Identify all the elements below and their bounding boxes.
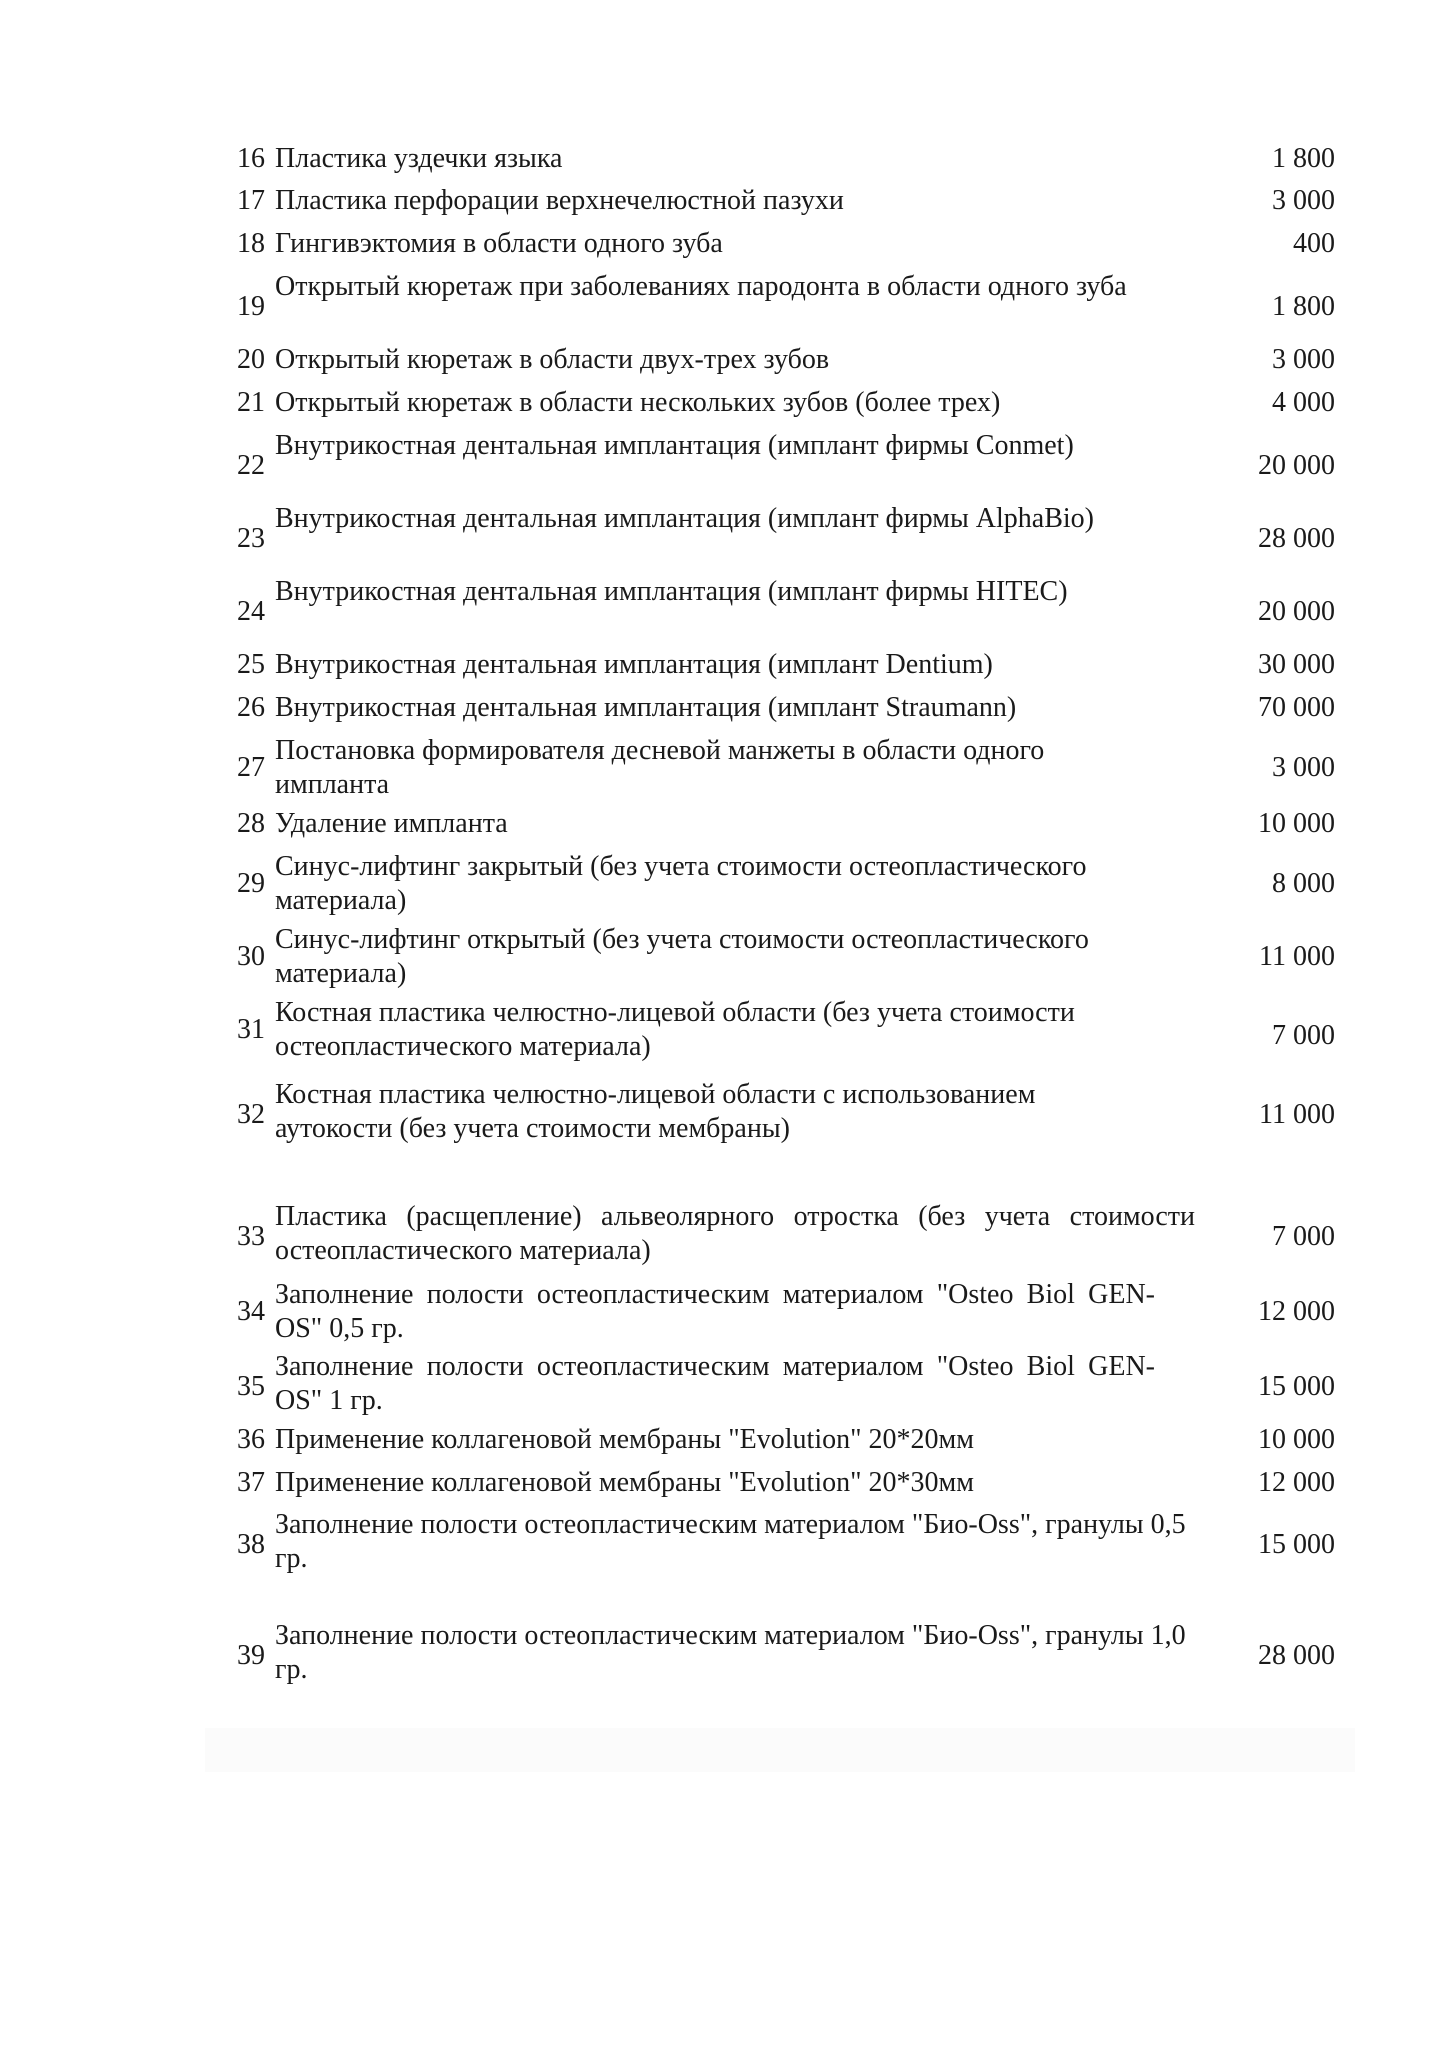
item-number: 18 bbox=[237, 228, 265, 259]
item-number: 27 bbox=[237, 752, 265, 783]
item-description: Заполнение полости остеопластическим материалом "Osteo Biol GEN-OS" 1 гр. bbox=[275, 1351, 1155, 1416]
price-row-20 bbox=[205, 343, 1335, 377]
price-row-19 bbox=[205, 270, 1335, 334]
price-row-33 bbox=[205, 1200, 1335, 1268]
item-price: 20 000 bbox=[1258, 450, 1335, 481]
item-price: 1 800 bbox=[1272, 291, 1335, 322]
item-number: 33 bbox=[237, 1221, 265, 1252]
item-description: Внутрикостная дентальная имплантация (имплант фирмы Conmet) bbox=[275, 430, 1074, 461]
item-price: 7 000 bbox=[1272, 1221, 1335, 1252]
item-price: 7 000 bbox=[1272, 1020, 1335, 1051]
price-row-25 bbox=[205, 648, 1335, 682]
item-number: 30 bbox=[237, 941, 265, 972]
item-description: Пластика уздечки языка bbox=[275, 143, 563, 174]
item-number: 26 bbox=[237, 692, 265, 723]
item-number: 23 bbox=[237, 523, 265, 554]
item-number: 36 bbox=[237, 1424, 265, 1455]
price-row-36 bbox=[205, 1423, 1335, 1457]
item-description: Заполнение полости остеопластическим материалом "Био-Oss", гранулы 1,0 гр. bbox=[275, 1620, 1186, 1685]
item-description: Удаление импланта bbox=[275, 808, 508, 839]
item-price: 15 000 bbox=[1258, 1371, 1335, 1402]
item-number: 38 bbox=[237, 1529, 265, 1560]
item-description: Гингивэктомия в области одного зуба bbox=[275, 228, 723, 259]
price-row-37 bbox=[205, 1466, 1335, 1500]
item-price: 11 000 bbox=[1259, 1099, 1335, 1130]
item-description: Внутрикостная дентальная имплантация (имплант Dentium) bbox=[275, 649, 993, 680]
item-number: 25 bbox=[237, 649, 265, 680]
item-description: Пластика перфорации верхнечелюстной пазухи bbox=[275, 185, 844, 216]
item-price: 1 800 bbox=[1272, 143, 1335, 174]
item-description: Заполнение полости остеопластическим материалом "Osteo Biol GEN-OS" 0,5 гр. bbox=[275, 1279, 1155, 1344]
item-description: Костная пластика челюстно-лицевой области (без учета стоимости остеопластического материала) bbox=[275, 997, 1075, 1062]
item-price: 12 000 bbox=[1258, 1296, 1335, 1327]
price-row-26 bbox=[205, 691, 1335, 725]
item-price: 28 000 bbox=[1258, 1640, 1335, 1671]
item-price: 70 000 bbox=[1258, 692, 1335, 723]
item-number: 28 bbox=[237, 808, 265, 839]
price-row-35 bbox=[205, 1350, 1335, 1418]
item-description: Применение коллагеновой мембраны "Evolution" 20*30мм bbox=[275, 1467, 974, 1498]
item-price: 8 000 bbox=[1272, 868, 1335, 899]
item-number: 19 bbox=[237, 291, 265, 322]
item-price: 11 000 bbox=[1259, 941, 1335, 972]
price-row-23 bbox=[205, 502, 1335, 566]
item-number: 34 bbox=[237, 1296, 265, 1327]
item-description: Синус-лифтинг закрытый (без учета стоимости остеопластического материала) bbox=[275, 851, 1087, 916]
item-description: Применение коллагеновой мембраны "Evolution" 20*20мм bbox=[275, 1424, 974, 1455]
price-row-32 bbox=[205, 1078, 1335, 1146]
item-number: 16 bbox=[237, 143, 265, 174]
item-price: 3 000 bbox=[1272, 752, 1335, 783]
item-description: Открытый кюретаж при заболеваниях пародонта в области одного зуба bbox=[275, 271, 1127, 302]
price-row-29 bbox=[205, 850, 1335, 918]
price-row-38 bbox=[205, 1508, 1335, 1576]
item-number: 17 bbox=[237, 185, 265, 216]
item-price: 28 000 bbox=[1258, 523, 1335, 554]
item-description: Пластика (расщепление) альвеолярного отростка (без учета стоимости остеопластического материала) bbox=[275, 1201, 1195, 1266]
item-number: 24 bbox=[237, 596, 265, 627]
item-price: 4 000 bbox=[1272, 387, 1335, 418]
item-price: 20 000 bbox=[1258, 596, 1335, 627]
item-price: 15 000 bbox=[1258, 1529, 1335, 1560]
item-number: 37 bbox=[237, 1467, 265, 1498]
item-description: Открытый кюретаж в области нескольких зубов (более трех) bbox=[275, 387, 1001, 418]
item-description: Заполнение полости остеопластическим материалом "Био-Oss", гранулы 0,5 гр. bbox=[275, 1509, 1186, 1574]
price-row-27 bbox=[205, 734, 1335, 802]
item-description: Внутрикостная дентальная имплантация (имплант фирмы HITEC) bbox=[275, 576, 1068, 607]
price-row-18 bbox=[205, 227, 1335, 261]
price-row-31 bbox=[205, 996, 1335, 1064]
price-row-24 bbox=[205, 575, 1335, 639]
price-row-28 bbox=[205, 807, 1335, 841]
item-number: 39 bbox=[237, 1640, 265, 1671]
item-description: Костная пластика челюстно-лицевой области с использованием аутокости (без учета стоимости мембраны) bbox=[275, 1079, 1036, 1144]
item-number: 29 bbox=[237, 868, 265, 899]
item-number: 20 bbox=[237, 344, 265, 375]
item-price: 400 bbox=[1293, 228, 1335, 259]
price-row-34 bbox=[205, 1278, 1335, 1346]
price-row-39 bbox=[205, 1619, 1335, 1687]
item-price: 30 000 bbox=[1258, 649, 1335, 680]
item-description: Внутрикостная дентальная имплантация (имплант фирмы AlphaBio) bbox=[275, 503, 1094, 534]
item-price: 12 000 bbox=[1258, 1467, 1335, 1498]
table-bottom-band bbox=[205, 1728, 1355, 1772]
price-row-22 bbox=[205, 429, 1335, 493]
item-description: Открытый кюретаж в области двух-трех зубов bbox=[275, 344, 830, 375]
item-price: 10 000 bbox=[1258, 1424, 1335, 1455]
item-price: 3 000 bbox=[1272, 185, 1335, 216]
item-number: 31 bbox=[237, 1014, 265, 1045]
price-row-21 bbox=[205, 386, 1335, 420]
item-description: Внутрикостная дентальная имплантация (имплант Straumann) bbox=[275, 692, 1017, 723]
item-price: 10 000 bbox=[1258, 808, 1335, 839]
price-row-16 bbox=[205, 142, 1335, 176]
price-row-30 bbox=[205, 923, 1335, 991]
item-number: 32 bbox=[237, 1099, 265, 1130]
item-number: 22 bbox=[237, 450, 265, 481]
item-description: Постановка формирователя десневой манжеты в области одного импланта bbox=[275, 735, 1045, 800]
item-description: Синус-лифтинг открытый (без учета стоимости остеопластического материала) bbox=[275, 924, 1089, 989]
item-number: 35 bbox=[237, 1371, 265, 1402]
item-price: 3 000 bbox=[1272, 344, 1335, 375]
item-number: 21 bbox=[237, 387, 265, 418]
price-row-17 bbox=[205, 184, 1335, 218]
